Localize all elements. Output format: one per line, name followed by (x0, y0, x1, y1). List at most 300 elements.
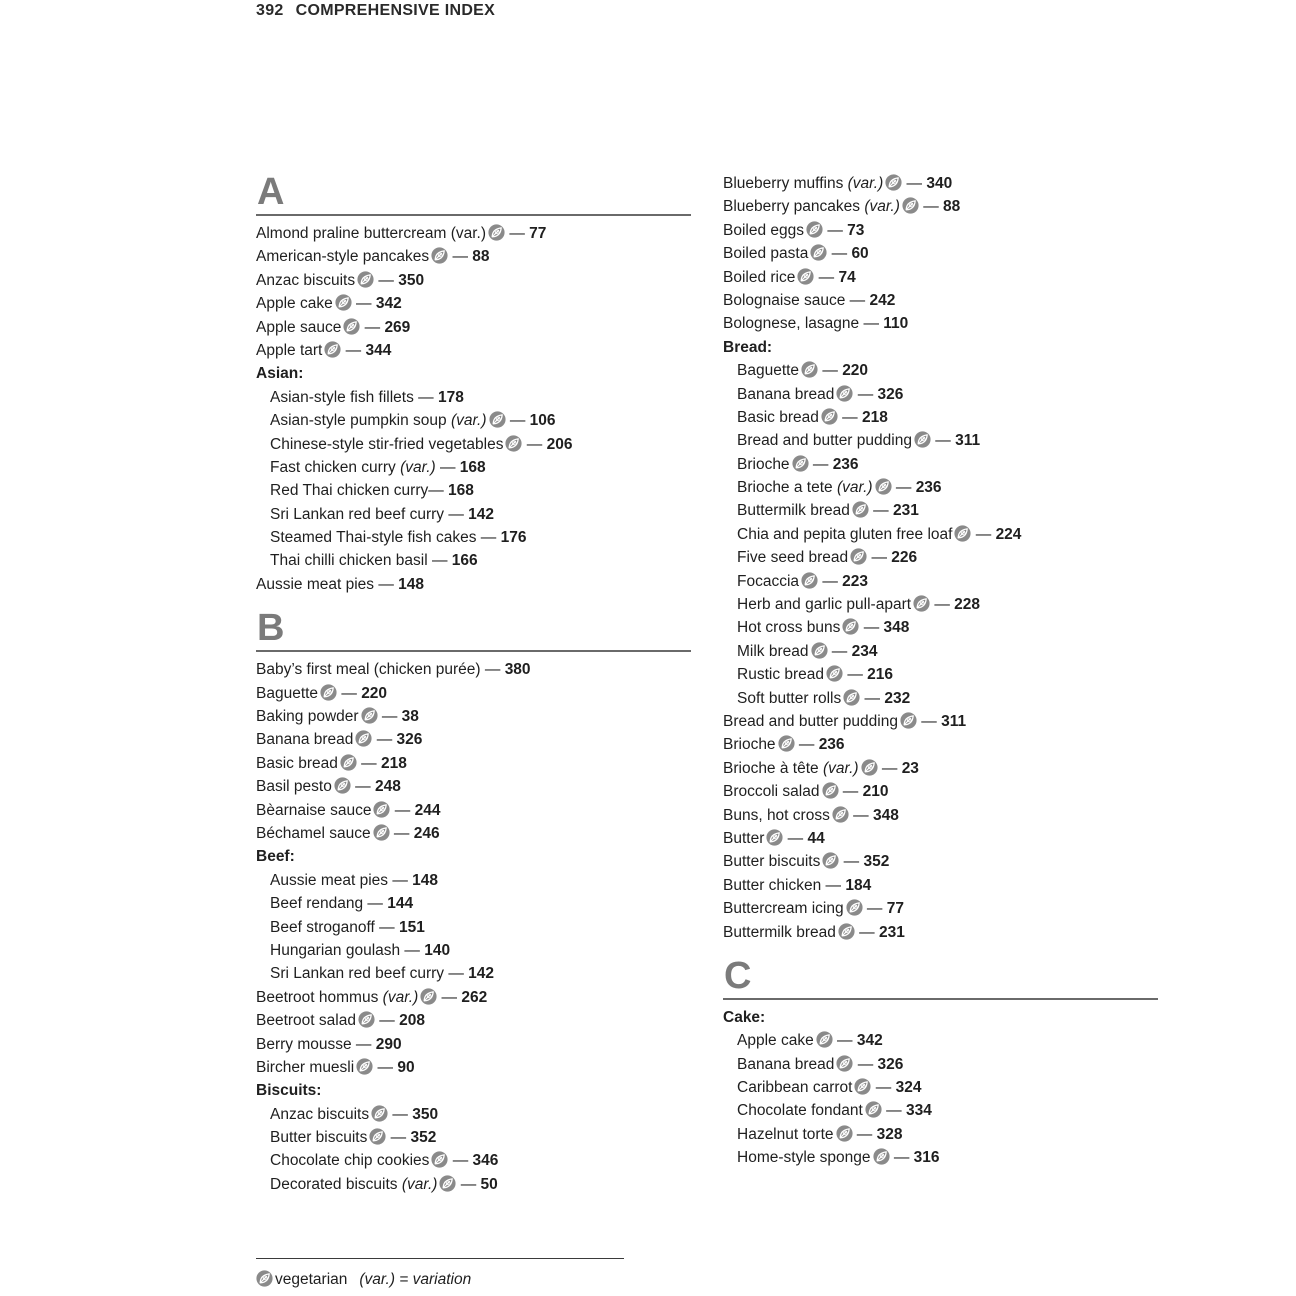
index-entry: American-style pancakes — 88 (256, 248, 490, 266)
vegetarian-leaf-icon (357, 271, 374, 288)
entry-label: Red Thai chicken curry (270, 482, 429, 500)
entry-label: Baking powder (256, 708, 359, 726)
index-group-heading: Bread: (723, 338, 773, 356)
entry-label: Blueberry muffins (723, 175, 844, 192)
vegetarian-leaf-icon (838, 923, 855, 940)
page-number: 216 (867, 666, 894, 684)
entry-label: Butter biscuits (270, 1129, 368, 1147)
index-entry: Asian-style fish fillets — 178 (270, 388, 464, 406)
index-entry: Banana bread — 326 (256, 731, 423, 749)
variation-marker: (var.) (450, 225, 487, 242)
vegetarian-leaf-icon (900, 712, 917, 729)
vegetarian-leaf-icon (335, 294, 352, 311)
entry-label: Beetroot salad (256, 1012, 356, 1030)
index-entry: Hot cross buns — 348 (737, 619, 910, 637)
page-number: 311 (955, 432, 981, 450)
entry-label: Brioche (723, 736, 776, 754)
page-number: 340 (926, 175, 953, 192)
entry-label: Banana bread (256, 731, 354, 749)
legend-vegetarian-label: vegetarian (275, 1271, 348, 1288)
entry-label: Steamed Thai-style fish cakes (270, 529, 477, 547)
index-entry: Anzac biscuits — 350 (256, 271, 425, 289)
vegetarian-leaf-icon (373, 801, 390, 818)
index-column-left (256, 172, 691, 1196)
page-number: 269 (384, 318, 411, 336)
entry-label: Caribbean carrot (737, 1079, 853, 1097)
vegetarian-leaf-icon (355, 730, 372, 747)
entry-label: Focaccia (737, 572, 800, 590)
entry-label: Beetroot hommus (256, 988, 379, 1006)
page-number: 244 (414, 801, 441, 819)
index-entry: Baguette — 220 (737, 362, 869, 380)
page-number: 44 (807, 829, 825, 847)
vegetarian-leaf-icon (850, 548, 867, 565)
vegetarian-leaf-icon (810, 244, 827, 261)
page-number: 218 (861, 408, 888, 426)
page-number: 248 (374, 778, 401, 796)
page-number: 236 (915, 479, 942, 497)
index-entry: Butter chicken — 184 (723, 876, 872, 894)
index-group-heading: Beef: (256, 848, 295, 866)
entry-label: Basic bread (256, 754, 338, 772)
index-entry: Bread and butter pudding — 311 (737, 432, 981, 450)
page-number: 392 (256, 2, 284, 19)
index-entry: Aussie meat pies — 148 (256, 575, 425, 593)
entry-label: Bolognese, lasagne (723, 315, 860, 333)
variation-marker: (var.) (822, 759, 859, 777)
page-number: 326 (396, 731, 423, 749)
index-column-right (723, 172, 1158, 1170)
variation-marker: (var.) (400, 458, 436, 476)
page-number: 176 (500, 529, 527, 547)
vegetarian-leaf-icon (431, 1151, 448, 1168)
vegetarian-leaf-icon (821, 408, 838, 425)
index-entry: Beetroot hommus (var.) — 262 (256, 988, 488, 1006)
vegetarian-leaf-icon (806, 221, 823, 238)
variation-marker: (var.) (382, 988, 419, 1006)
entry-label: Beef rendang (270, 895, 364, 913)
page-number: 334 (905, 1102, 932, 1120)
index-entry: Boiled pasta — 60 (723, 245, 869, 263)
vegetarian-leaf-icon (836, 385, 853, 402)
vegetarian-leaf-icon (356, 1058, 373, 1075)
entry-label: Soft butter rolls (737, 689, 842, 707)
legend (256, 1270, 471, 1289)
vegetarian-leaf-icon (320, 684, 337, 701)
variation-marker: (var.) (401, 1175, 438, 1193)
page-number: 38 (401, 708, 419, 726)
entry-label: Banana bread (737, 385, 835, 403)
index-entry: Berry mousse — 290 (256, 1035, 402, 1053)
index-entry: Red Thai chicken curry— 168 (270, 482, 474, 500)
page-number: 231 (878, 923, 905, 941)
page-number: 344 (365, 341, 392, 359)
index-entry: Hazelnut torte — 328 (737, 1125, 903, 1143)
index-entry: Chinese-style stir-fried vegetables — 206 (270, 435, 573, 453)
page-number: 226 (891, 549, 918, 567)
index-entry: Rustic bread — 216 (737, 666, 894, 684)
index-entry: Almond praline buttercream (var.) — 77 (256, 225, 547, 242)
vegetarian-leaf-icon (358, 1011, 375, 1028)
index-entry: Home-style sponge — 316 (737, 1149, 940, 1167)
page-number: 74 (838, 268, 856, 286)
vegetarian-leaf-icon (826, 665, 843, 682)
legend-variation-abbrev: (var.) (359, 1271, 395, 1288)
entry-label: Apple cake (737, 1032, 814, 1050)
page-number: 218 (380, 754, 407, 772)
index-entry: Buns, hot cross — 348 (723, 806, 899, 824)
vegetarian-leaf-icon (822, 852, 839, 869)
page-number: 184 (845, 876, 872, 894)
page-number: 326 (877, 1055, 904, 1073)
index-entry: Five seed bread — 226 (737, 549, 918, 567)
vegetarian-leaf-icon (811, 642, 828, 659)
page-title: COMPREHENSIVE INDEX (295, 2, 496, 19)
leaf-icon (256, 1270, 273, 1287)
index-entry: Soft butter rolls — 232 (737, 689, 911, 707)
vegetarian-leaf-icon (371, 1105, 388, 1122)
index-entry: Bread and butter pudding — 311 (723, 712, 967, 730)
vegetarian-leaf-icon (439, 1175, 456, 1192)
index-entry: Buttercream icing — 77 (723, 900, 904, 918)
entry-label: Brioche (737, 455, 790, 473)
index-entry: Beef rendang — 144 (270, 895, 414, 913)
page-number: 262 (461, 988, 488, 1006)
page-number: 220 (361, 684, 388, 702)
page-number: 73 (847, 221, 865, 239)
entry-label: Banana bread (737, 1055, 835, 1073)
page-number: 77 (886, 900, 904, 918)
index-entry: Chocolate fondant — 334 (737, 1102, 932, 1120)
entry-label: Baguette (737, 362, 800, 380)
index-entry: Focaccia — 223 (737, 572, 869, 590)
page-number: 151 (398, 918, 425, 936)
index-entry: Chocolate chip cookies — 346 (270, 1152, 499, 1170)
page-header (256, 2, 495, 20)
entry-label: Buns, hot cross (723, 806, 830, 824)
page-number: 23 (901, 759, 919, 777)
entry-label: Berry mousse (256, 1035, 352, 1053)
entry-label: Chinese-style stir-fried vegetables (270, 435, 504, 453)
index-entry: Sri Lankan red beef curry — 142 (270, 965, 495, 983)
variation-marker: (var.) (836, 479, 873, 497)
index-entry: Basil pesto — 248 (256, 778, 401, 796)
index-entry: Blueberry muffins (var.) — 340 (723, 175, 953, 192)
vegetarian-leaf-icon (801, 572, 818, 589)
entry-label: Butter chicken (723, 876, 822, 894)
entry-label: Baby’s first meal (chicken purée) (256, 661, 481, 679)
entry-label: Brioche a tete (737, 479, 833, 497)
entry-label: Almond praline buttercream (256, 225, 447, 242)
index-entry: Milk bread — 234 (737, 642, 878, 660)
index-entry: Baguette — 220 (256, 684, 388, 702)
page-number: 148 (412, 871, 439, 889)
vegetarian-leaf-icon (885, 174, 902, 191)
page-number: 224 (995, 525, 1022, 543)
entry-label: Chocolate fondant (737, 1102, 863, 1120)
vegetarian-leaf-icon (797, 268, 814, 285)
entry-label: Baguette (256, 684, 319, 702)
page-number: 106 (529, 412, 556, 430)
entry-label: Asian-style pumpkin soup (270, 412, 447, 430)
vegetarian-leaf-icon (431, 247, 448, 264)
entry-label: Bircher muesli (256, 1058, 355, 1076)
entry-label: Aussie meat pies (270, 871, 389, 889)
entry-label: Apple cake (256, 295, 333, 313)
vegetarian-leaf-icon (343, 318, 360, 335)
page-number: 328 (876, 1125, 903, 1143)
index-entry: Aussie meat pies — 148 (270, 871, 439, 889)
vegetarian-leaf-icon (373, 824, 390, 841)
page-number: 142 (468, 505, 495, 523)
vegetarian-leaf-icon (361, 707, 378, 724)
page-number: 324 (895, 1079, 922, 1097)
page-number: 178 (437, 388, 464, 406)
index-entry: Boiled rice — 74 (723, 268, 856, 286)
vegetarian-leaf-icon (816, 1031, 833, 1048)
index-entry: Thai chilli chicken basil — 166 (270, 552, 478, 570)
page-number: 220 (842, 362, 869, 380)
index-entry: Boiled eggs — 73 (723, 221, 865, 239)
entry-label: Chocolate chip cookies (270, 1152, 430, 1170)
page-number: 352 (863, 853, 890, 871)
index-entry: Basic bread — 218 (256, 754, 407, 772)
index-entry: Brioche — 236 (737, 455, 859, 473)
page-number: 242 (869, 291, 896, 309)
entry-label: Fast chicken curry (270, 458, 396, 476)
entry-label: Boiled pasta (723, 245, 809, 263)
page-number: 350 (412, 1105, 439, 1123)
index-entry: Butter — 44 (723, 829, 825, 847)
entry-label: Herb and garlic pull-apart (737, 596, 912, 614)
page-number: 60 (851, 245, 869, 263)
index-entry: Apple tart — 344 (256, 341, 392, 359)
index-entry: Apple cake — 342 (737, 1032, 883, 1050)
index-entry: Beef stroganoff — 151 (270, 918, 425, 936)
entry-label: Anzac biscuits (270, 1105, 370, 1123)
index-entry: Fast chicken curry (var.) — 168 (270, 458, 486, 476)
footer-divider (256, 1258, 624, 1259)
page-number: 231 (892, 502, 919, 520)
index-entry: Bèarnaise sauce — 244 (256, 801, 441, 819)
entry-label: Decorated biscuits (270, 1175, 398, 1193)
vegetarian-leaf-icon (875, 478, 892, 495)
vegetarian-leaf-icon (954, 525, 971, 542)
entry-label: Buttercream icing (723, 900, 844, 918)
vegetarian-leaf-icon (842, 618, 859, 635)
section-letter-heading: C (723, 956, 1158, 1000)
entry-label: Chia and pepita gluten free loaf (737, 525, 953, 543)
page-number: 290 (375, 1035, 402, 1053)
page-number: 90 (397, 1058, 415, 1076)
variation-marker: (var.) (864, 198, 900, 216)
index-entry: Broccoli salad — 210 (723, 783, 889, 801)
page-number: 166 (451, 552, 478, 570)
index-entry: Baking powder — 38 (256, 708, 419, 726)
page-number: 144 (387, 895, 414, 913)
index-entry: Buttermilk bread — 231 (737, 502, 919, 520)
index-entry: Asian-style pumpkin soup (var.) — 106 (270, 412, 556, 430)
page-number: 223 (842, 572, 869, 590)
index-entry: Chia and pepita gluten free loaf — 224 (737, 525, 1022, 543)
variation-marker: (var.) (450, 412, 487, 430)
page-number: 348 (883, 619, 910, 637)
variation-marker: (var.) (847, 175, 884, 192)
index-entry: Brioche — 236 (723, 736, 845, 754)
index-entry: Brioche à tête (var.) — 23 (723, 759, 919, 777)
entry-label: Buttermilk bread (737, 502, 850, 520)
index-entry: Caribbean carrot — 324 (737, 1079, 922, 1097)
page-number: 140 (424, 941, 451, 959)
vegetarian-leaf-icon (854, 1078, 871, 1095)
page-number: 142 (468, 965, 495, 983)
page-number: 206 (546, 435, 573, 453)
entry-label: Hazelnut torte (737, 1125, 834, 1143)
index-entry: Banana bread — 326 (737, 1055, 904, 1073)
entry-label: Aussie meat pies (256, 575, 375, 593)
page-number: 346 (472, 1152, 499, 1170)
index-entry: Brioche a tete (var.) — 236 (737, 479, 942, 497)
page-number: 232 (884, 689, 911, 707)
index-entry: Apple cake — 342 (256, 295, 402, 313)
entry-label: Boiled rice (723, 268, 796, 286)
vegetarian-leaf-icon (902, 197, 919, 214)
entry-label: Boiled eggs (723, 221, 805, 239)
page-number: 148 (398, 575, 425, 593)
page-number: 168 (448, 482, 474, 500)
vegetarian-leaf-icon (324, 341, 341, 358)
entry-label: Brioche à tête (723, 759, 819, 777)
section-letter-heading: A (256, 172, 691, 216)
vegetarian-leaf-icon (340, 754, 357, 771)
vegetarian-leaf-icon (778, 735, 795, 752)
page-number: 236 (818, 736, 845, 754)
entry-label: Rustic bread (737, 666, 825, 684)
entry-label: Thai chilli chicken basil (270, 552, 428, 570)
entry-label: Blueberry pancakes (723, 198, 860, 216)
entry-label: Béchamel sauce (256, 824, 371, 842)
entry-label: Apple sauce (256, 318, 342, 336)
entry-label: Basil pesto (256, 778, 332, 796)
page-number: 352 (410, 1129, 437, 1147)
index-group-heading: Asian: (256, 365, 304, 383)
index-entry: Basic bread — 218 (737, 408, 888, 426)
entry-label: Buttermilk bread (723, 923, 836, 941)
vegetarian-leaf-icon (766, 829, 783, 846)
vegetarian-leaf-icon (865, 1101, 882, 1118)
vegetarian-leaf-icon (505, 435, 522, 452)
entry-label: Bolognaise sauce (723, 291, 846, 309)
vegetarian-leaf-icon (873, 1148, 890, 1165)
vegetarian-leaf-icon (914, 431, 931, 448)
index-entry: Banana bread — 326 (737, 385, 904, 403)
page-number: 210 (862, 783, 889, 801)
entry-label: Milk bread (737, 642, 809, 660)
page-number: 350 (398, 271, 425, 289)
vegetarian-leaf-icon (843, 689, 860, 706)
vegetarian-leaf-icon (836, 1055, 853, 1072)
index-entry: Buttermilk bread — 231 (723, 923, 905, 941)
page-number: 50 (480, 1175, 498, 1193)
index-entry: Apple sauce — 269 (256, 318, 411, 336)
entry-label: Basic bread (737, 408, 819, 426)
page-number: 168 (459, 458, 486, 476)
entry-label: Sri Lankan red beef curry (270, 505, 445, 523)
page-number: 342 (375, 295, 402, 313)
index-entry: Sri Lankan red beef curry — 142 (270, 505, 495, 523)
legend-variation-desc: = variation (394, 1271, 472, 1288)
entry-label: Apple tart (256, 341, 323, 359)
vegetarian-leaf-icon (334, 777, 351, 794)
page-number: 110 (883, 315, 909, 333)
index-group-heading: Biscuits: (256, 1082, 322, 1100)
page-number: 246 (413, 824, 440, 842)
entry-label: Home-style sponge (737, 1149, 871, 1167)
index-entry: Blueberry pancakes (var.) — 88 (723, 198, 961, 216)
index-entry: Bolognese, lasagne — 110 (723, 315, 909, 333)
entry-label: Bread and butter pudding (723, 712, 898, 730)
page-number: 342 (856, 1032, 883, 1050)
entry-label: Bèarnaise sauce (256, 801, 372, 819)
index-entry: Steamed Thai-style fish cakes — 176 (270, 529, 527, 547)
page-number: 77 (529, 225, 547, 242)
entry-label: Broccoli salad (723, 783, 820, 801)
vegetarian-leaf-icon (836, 1125, 853, 1142)
page-number: 316 (913, 1149, 940, 1167)
entry-label: Bread and butter pudding (737, 432, 912, 450)
page-number: 348 (872, 806, 899, 824)
section-letter-heading: B (256, 608, 691, 652)
index-entry: Herb and garlic pull-apart — 228 (737, 596, 981, 614)
index-entry: Beetroot salad — 208 (256, 1012, 425, 1030)
vegetarian-leaf-icon (852, 501, 869, 518)
page-number: 208 (399, 1012, 425, 1030)
vegetarian-leaf-icon (832, 806, 849, 823)
vegetarian-leaf-icon (488, 224, 505, 241)
page-number: 88 (943, 198, 961, 216)
index-entry: Decorated biscuits (var.) — 50 (270, 1175, 498, 1193)
vegetarian-leaf-icon (489, 411, 506, 428)
entry-label: Sri Lankan red beef curry (270, 965, 445, 983)
entry-label: Five seed bread (737, 549, 849, 567)
index-entry: Baby’s first meal (chicken purée) — 380 (256, 661, 531, 679)
index-entry: Béchamel sauce — 246 (256, 824, 440, 842)
index-entry: Bircher muesli — 90 (256, 1058, 415, 1076)
entry-label: Butter biscuits (723, 853, 821, 871)
entry-label: Butter (723, 829, 765, 847)
entry-label: Hot cross buns (737, 619, 841, 637)
page-number: 228 (954, 596, 981, 614)
vegetarian-leaf-icon (822, 782, 839, 799)
entry-label: Beef stroganoff (270, 918, 375, 936)
vegetarian-leaf-icon (913, 595, 930, 612)
vegetarian-leaf-icon (846, 899, 863, 916)
entry-label: Asian-style fish fillets (270, 388, 414, 406)
page-number: 234 (851, 642, 878, 660)
index-entry: Bolognaise sauce — 242 (723, 291, 896, 309)
entry-label: Anzac biscuits (256, 271, 356, 289)
index-entry: Butter biscuits — 352 (723, 853, 890, 871)
page-number: 88 (472, 248, 490, 266)
entry-label: American-style pancakes (256, 248, 430, 266)
vegetarian-leaf-icon (801, 361, 818, 378)
page-number: 311 (941, 712, 967, 730)
page-number: 236 (832, 455, 859, 473)
index-group-heading: Cake: (723, 1008, 766, 1026)
vegetarian-leaf-icon (792, 455, 809, 472)
entry-label: Hungarian goulash (270, 941, 401, 959)
vegetarian-leaf-icon (369, 1128, 386, 1145)
